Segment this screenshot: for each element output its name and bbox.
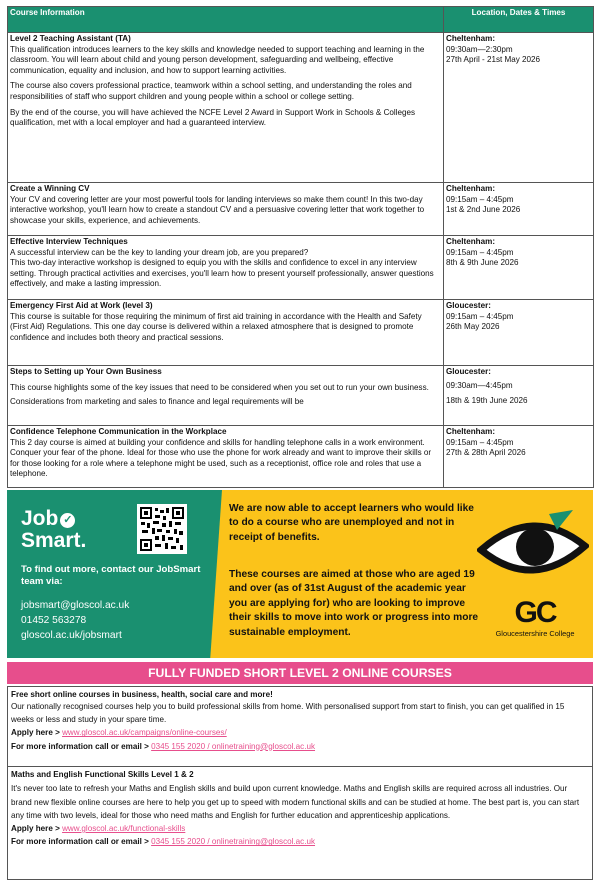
course-location-cell [444, 236, 594, 300]
course-time: 09:15am – 4:45pm [446, 247, 514, 257]
age-eligibility-message: These courses are aimed at those who are aged 19 and over (as of 31st August of the academic year you are applying for) who are looking to improve their skills to move into work or progress into more sustainable employment. [229, 569, 479, 638]
course-dates: 26th May 2026 [446, 322, 500, 332]
course-description: This course is suitable for those requiring the minimum of first aid training in accordance with the Health and Safety (First Aid) Regulations. This one day course is delivered within a relaxed atmosphere that is designed to promote confidence and includes both theory and practical sessions. [10, 311, 422, 342]
course-description: By the end of the course, you will have achieved the NCFE Level 2 Award in Support Work in Schools & Colleges qualification, met with a local employer and had a guaranteed interview. [10, 107, 416, 128]
course-location: Cheltenham: [446, 34, 496, 43]
course-dates: 18th & 19th June 2026 [446, 396, 528, 406]
table-row [8, 426, 594, 488]
find-out-more-text: To find out more, contact our JobSmart team via: [21, 564, 201, 587]
apply-label: Apply here > [11, 823, 63, 833]
course-dates: 1st & 2nd June 2026 [446, 205, 521, 215]
course-title: Emergency First Aid at Work (level 3) [10, 301, 153, 310]
course-location-cell [444, 366, 594, 426]
course-location: Cheltenham: [446, 184, 496, 193]
course-title: Level 2 Teaching Assistant (TA) [10, 34, 131, 43]
course-location: Cheltenham: [446, 427, 496, 436]
eye-icon [477, 506, 589, 591]
qr-code-graphic [140, 507, 184, 551]
jobsmart-logo-word1: Job [21, 507, 59, 530]
table-header-row [8, 7, 594, 33]
jobsmart-banner [7, 490, 593, 658]
course-description: Your CV and covering letter are your most powerful tools for landing interviews so make them count! In this two-day interactive workshop, you'll learn how to create a standout CV and a persuasive covering letter that work together to showcase your skills, experience, and achievements. [10, 194, 425, 225]
course-description: This qualification introduces learners to the key skills and knowledge needed to support teaching and learning in the classroom. You will learn about child and young person development, safeguarding and wellbeing, effective communication, equality and inclusion, and how to support learning activities. [10, 44, 425, 75]
college-logo-mark: GC [514, 596, 556, 629]
course-title: Effective Interview Techniques [10, 237, 128, 246]
jobsmart-logo-word2: Smart. [21, 529, 87, 552]
course-info-cell [8, 183, 444, 236]
course-info-cell [8, 33, 444, 183]
table-row [8, 183, 594, 236]
course-location-cell [444, 426, 594, 488]
table-row [8, 236, 594, 300]
online-courses-header: FULLY FUNDED SHORT LEVEL 2 ONLINE COURSES [7, 662, 593, 684]
unemployed-learners-message: We are now able to accept learners who would like to do a course who are unemployed and not in receipt of benefits. [229, 503, 474, 543]
course-time: 09:30am—2:30pm [446, 44, 513, 54]
course-title: Confidence Telephone Communication in the Workplace [10, 427, 227, 436]
jobsmart-phone[interactable]: 01452 563278 [21, 615, 87, 626]
course-title: Steps to Setting up Your Own Business [10, 367, 162, 376]
course-location-cell [444, 33, 594, 183]
course-time: 09:15am – 4:45pm [446, 194, 514, 204]
course-info-cell [8, 300, 444, 366]
table-row [8, 33, 594, 183]
more-info-label: For more information call or email > [11, 741, 152, 751]
online-courses-section [7, 686, 593, 880]
header-course-information: Course Information [8, 7, 444, 33]
apply-link[interactable]: www.gloscol.ac.uk/functional-skills [62, 823, 186, 833]
online-course-description: It's never too late to refresh your Maths and English skills and build upon current knowledge. Maths and English skills are required across all industries. Our brand new flexible online courses are here to help you get up to speed with modern functional skills and can be studied at home. The best part is, you can start any time with two levels, ideal for those who need maths and English for further education and apprenticeship applications. [11, 784, 580, 820]
apply-line [11, 727, 589, 738]
course-dates: 8th & 9th June 2026 [446, 258, 519, 268]
jobsmart-web-link[interactable]: gloscol.ac.uk/jobsmart [21, 630, 122, 641]
apply-link[interactable]: www.gloscol.ac.uk/campaigns/online-courses/ [62, 728, 227, 738]
online-course-block [8, 687, 592, 766]
course-info-cell [8, 426, 444, 488]
course-description: The course also covers professional practice, teamwork within a school setting, and understanding the roles and responsibilities of staff who support children and young people within a school or college setting. [10, 81, 412, 101]
online-course-description: Our nationally recognised courses help you to build professional skills from home. With personalised support from start to finish, you can get qualified in 15 weeks or less and study in your spare time. [11, 702, 565, 725]
course-location: Gloucester: [446, 367, 491, 376]
course-time: 09:30am—4:45pm [446, 380, 513, 390]
online-course-title: Maths and English Functional Skills Level 1 & 2 [11, 770, 194, 779]
online-course-title: Free short online courses in business, health, social care and more! [11, 690, 273, 699]
course-info-cell [8, 236, 444, 300]
header-location-dates-times: Location, Dates & Times [444, 7, 594, 33]
course-dates: 27th & 28th April 2026 [446, 448, 526, 458]
apply-label: Apply here > [11, 728, 63, 738]
course-time: 09:15am – 4:45pm [446, 311, 514, 321]
course-description: This course highlights some of the key issues that need to be considered when you set out to run your own business. Considerations from marketing and sales to finance and legal requirements will be [10, 382, 429, 406]
course-location-cell [444, 183, 594, 236]
course-table-container [7, 6, 593, 488]
course-dates: 27th April - 21st May 2026 [446, 55, 541, 65]
gloucestershire-college-logo [485, 598, 585, 638]
course-time: 09:15am – 4:45pm [446, 437, 514, 447]
course-title: Create a Winning CV [10, 184, 90, 193]
course-location: Cheltenham: [446, 237, 496, 246]
more-info-line [11, 741, 589, 752]
course-description: A successful interview can be the key to landing your dream job, are you prepared? [10, 247, 309, 257]
jobsmart-email-link[interactable]: jobsmart@gloscol.ac.uk [21, 600, 130, 611]
course-description: This two-day interactive workshop is designed to equip you with the skills and confidence to excel in any interview setting. Through practical activities and exercises, you'll learn how to present yourself professionally, answer questions effectively, and make a lasting impression. [10, 258, 434, 289]
online-course-block [8, 766, 592, 850]
jobsmart-contact-details [21, 598, 129, 643]
more-info-line [11, 836, 589, 847]
course-location: Gloucester: [446, 301, 491, 310]
course-table [7, 6, 594, 488]
college-logo-name: Gloucestershire College [495, 629, 575, 638]
more-info-link[interactable]: 0345 155 2020 / onlinetraining@gloscol.ac.uk [151, 837, 316, 847]
more-info-label: For more information call or email > [11, 837, 152, 847]
course-info-cell [8, 366, 444, 426]
course-description: This 2 day course is aimed at building your confidence and skills for handling telephone calls in a work environment. Conquer your fear of the phone. Ideal for those who use the phone for work already and want to improve their skills or for those looking for a role where a telephone might be used, such as a receptionist, office role and roles that use a telephone. [10, 437, 432, 479]
table-row [8, 300, 594, 366]
check-icon: ✓ [60, 513, 75, 528]
table-row [8, 366, 594, 426]
more-info-link[interactable]: 0345 155 2020 / onlinetraining@gloscol.ac.uk [151, 741, 316, 751]
qr-code-icon[interactable] [137, 504, 187, 554]
course-location-cell [444, 300, 594, 366]
jobsmart-logo [21, 508, 86, 552]
apply-line [11, 823, 589, 834]
